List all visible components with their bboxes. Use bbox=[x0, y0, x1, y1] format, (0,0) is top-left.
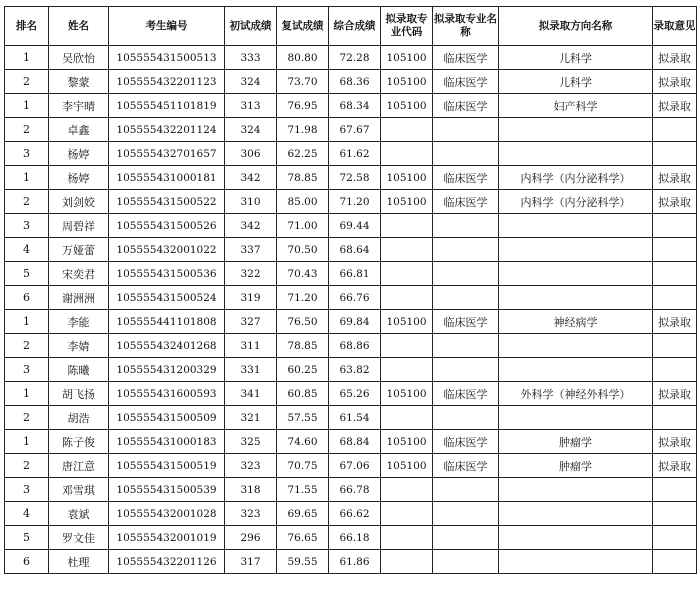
cell-total-score: 67.67 bbox=[329, 118, 381, 142]
cell-retest-score: 76.95 bbox=[277, 94, 329, 118]
cell-initial-score: 296 bbox=[225, 526, 277, 550]
cell-rank: 2 bbox=[5, 406, 49, 430]
table-row bbox=[5, 214, 697, 238]
cell-exam-id: 105555432201124 bbox=[109, 118, 225, 142]
cell-exam-id: 105555432201126 bbox=[109, 550, 225, 574]
cell-major-name: 临床医学 bbox=[433, 70, 499, 94]
cell-opinion bbox=[653, 406, 697, 430]
table-row bbox=[5, 334, 697, 358]
cell-rank: 3 bbox=[5, 478, 49, 502]
table-row bbox=[5, 478, 697, 502]
cell-opinion bbox=[653, 550, 697, 574]
cell-initial-score: 324 bbox=[225, 118, 277, 142]
cell-major-code bbox=[381, 502, 433, 526]
cell-name: 周碧祥 bbox=[49, 214, 109, 238]
cell-rank: 1 bbox=[5, 46, 49, 70]
cell-total-score: 69.84 bbox=[329, 310, 381, 334]
table-row bbox=[5, 70, 697, 94]
table-row bbox=[5, 262, 697, 286]
cell-retest-score: 70.75 bbox=[277, 454, 329, 478]
header-rank: 排名 bbox=[5, 7, 49, 46]
cell-retest-score: 78.85 bbox=[277, 166, 329, 190]
cell-initial-score: 311 bbox=[225, 334, 277, 358]
cell-rank: 6 bbox=[5, 286, 49, 310]
cell-exam-id: 105555431500524 bbox=[109, 286, 225, 310]
cell-total-score: 63.82 bbox=[329, 358, 381, 382]
cell-name: 胡浩 bbox=[49, 406, 109, 430]
cell-name: 唐江意 bbox=[49, 454, 109, 478]
cell-major-name bbox=[433, 550, 499, 574]
cell-total-score: 72.28 bbox=[329, 46, 381, 70]
cell-initial-score: 322 bbox=[225, 262, 277, 286]
cell-total-score: 61.62 bbox=[329, 142, 381, 166]
cell-rank: 2 bbox=[5, 70, 49, 94]
cell-direction bbox=[499, 478, 653, 502]
table-row bbox=[5, 142, 697, 166]
cell-opinion bbox=[653, 502, 697, 526]
table-row bbox=[5, 358, 697, 382]
table-row bbox=[5, 430, 697, 454]
cell-retest-score: 62.25 bbox=[277, 142, 329, 166]
cell-major-name: 临床医学 bbox=[433, 190, 499, 214]
cell-name: 杨婷 bbox=[49, 142, 109, 166]
cell-total-score: 61.54 bbox=[329, 406, 381, 430]
cell-major-code: 105100 bbox=[381, 94, 433, 118]
cell-total-score: 67.06 bbox=[329, 454, 381, 478]
cell-direction bbox=[499, 118, 653, 142]
cell-name: 陈子俊 bbox=[49, 430, 109, 454]
cell-exam-id: 105555451101819 bbox=[109, 94, 225, 118]
cell-exam-id: 105555432201123 bbox=[109, 70, 225, 94]
table-row bbox=[5, 454, 697, 478]
cell-total-score: 65.26 bbox=[329, 382, 381, 406]
cell-major-name bbox=[433, 406, 499, 430]
header-initial-score: 初试成绩 bbox=[225, 7, 277, 46]
cell-initial-score: 331 bbox=[225, 358, 277, 382]
cell-major-code bbox=[381, 406, 433, 430]
cell-retest-score: 70.43 bbox=[277, 262, 329, 286]
cell-major-name: 临床医学 bbox=[433, 166, 499, 190]
cell-name: 邓雪琪 bbox=[49, 478, 109, 502]
cell-initial-score: 337 bbox=[225, 238, 277, 262]
cell-direction bbox=[499, 526, 653, 550]
cell-initial-score: 310 bbox=[225, 190, 277, 214]
cell-retest-score: 59.55 bbox=[277, 550, 329, 574]
cell-rank: 2 bbox=[5, 190, 49, 214]
cell-retest-score: 69.65 bbox=[277, 502, 329, 526]
table-row bbox=[5, 406, 697, 430]
cell-direction: 肿瘤学 bbox=[499, 430, 653, 454]
cell-name: 杜理 bbox=[49, 550, 109, 574]
cell-direction bbox=[499, 358, 653, 382]
cell-direction: 神经病学 bbox=[499, 310, 653, 334]
cell-direction bbox=[499, 550, 653, 574]
cell-opinion: 拟录取 bbox=[653, 190, 697, 214]
cell-opinion: 拟录取 bbox=[653, 454, 697, 478]
cell-initial-score: 324 bbox=[225, 70, 277, 94]
cell-opinion bbox=[653, 526, 697, 550]
cell-total-score: 66.76 bbox=[329, 286, 381, 310]
table-header bbox=[5, 7, 697, 46]
cell-opinion: 拟录取 bbox=[653, 430, 697, 454]
table-row bbox=[5, 238, 697, 262]
cell-name: 陈曦 bbox=[49, 358, 109, 382]
cell-rank: 1 bbox=[5, 166, 49, 190]
cell-rank: 2 bbox=[5, 118, 49, 142]
cell-opinion bbox=[653, 478, 697, 502]
table-row bbox=[5, 550, 697, 574]
table-row bbox=[5, 94, 697, 118]
admission-results-table bbox=[4, 6, 697, 574]
cell-initial-score: 317 bbox=[225, 550, 277, 574]
cell-exam-id: 105555431600593 bbox=[109, 382, 225, 406]
cell-direction bbox=[499, 238, 653, 262]
cell-retest-score: 71.98 bbox=[277, 118, 329, 142]
cell-major-code: 105100 bbox=[381, 70, 433, 94]
cell-major-name: 临床医学 bbox=[433, 454, 499, 478]
cell-major-code: 105100 bbox=[381, 166, 433, 190]
cell-major-name: 临床医学 bbox=[433, 94, 499, 118]
cell-initial-score: 325 bbox=[225, 430, 277, 454]
cell-opinion bbox=[653, 142, 697, 166]
cell-opinion bbox=[653, 262, 697, 286]
cell-exam-id: 105555432001022 bbox=[109, 238, 225, 262]
cell-retest-score: 76.65 bbox=[277, 526, 329, 550]
cell-rank: 3 bbox=[5, 142, 49, 166]
cell-rank: 6 bbox=[5, 550, 49, 574]
cell-major-name bbox=[433, 142, 499, 166]
cell-direction bbox=[499, 502, 653, 526]
cell-initial-score: 306 bbox=[225, 142, 277, 166]
cell-rank: 1 bbox=[5, 94, 49, 118]
cell-exam-id: 105555431500519 bbox=[109, 454, 225, 478]
cell-total-score: 66.62 bbox=[329, 502, 381, 526]
cell-initial-score: 341 bbox=[225, 382, 277, 406]
cell-rank: 4 bbox=[5, 238, 49, 262]
header-total-score: 综合成绩 bbox=[329, 7, 381, 46]
cell-opinion bbox=[653, 214, 697, 238]
cell-retest-score: 60.85 bbox=[277, 382, 329, 406]
cell-initial-score: 313 bbox=[225, 94, 277, 118]
header-direction: 拟录取方向名称 bbox=[499, 7, 653, 46]
cell-total-score: 61.86 bbox=[329, 550, 381, 574]
cell-name: 宋奕君 bbox=[49, 262, 109, 286]
cell-opinion bbox=[653, 238, 697, 262]
cell-exam-id: 105555431200329 bbox=[109, 358, 225, 382]
cell-major-code bbox=[381, 142, 433, 166]
cell-major-code: 105100 bbox=[381, 382, 433, 406]
cell-exam-id: 105555431000181 bbox=[109, 166, 225, 190]
cell-total-score: 66.78 bbox=[329, 478, 381, 502]
cell-rank: 3 bbox=[5, 214, 49, 238]
cell-name: 杨婷 bbox=[49, 166, 109, 190]
cell-direction bbox=[499, 142, 653, 166]
cell-initial-score: 321 bbox=[225, 406, 277, 430]
cell-opinion: 拟录取 bbox=[653, 94, 697, 118]
cell-major-code: 105100 bbox=[381, 310, 433, 334]
cell-name: 胡飞扬 bbox=[49, 382, 109, 406]
cell-major-name bbox=[433, 286, 499, 310]
cell-major-code bbox=[381, 238, 433, 262]
cell-rank: 2 bbox=[5, 334, 49, 358]
cell-major-name bbox=[433, 118, 499, 142]
cell-retest-score: 71.00 bbox=[277, 214, 329, 238]
cell-exam-id: 105555431500526 bbox=[109, 214, 225, 238]
cell-name: 谢洲洲 bbox=[49, 286, 109, 310]
cell-major-code bbox=[381, 214, 433, 238]
cell-opinion: 拟录取 bbox=[653, 46, 697, 70]
cell-major-name bbox=[433, 502, 499, 526]
cell-total-score: 68.36 bbox=[329, 70, 381, 94]
cell-rank: 2 bbox=[5, 454, 49, 478]
header-major-code: 拟录取专业代码 bbox=[381, 7, 433, 46]
cell-retest-score: 70.50 bbox=[277, 238, 329, 262]
cell-retest-score: 76.50 bbox=[277, 310, 329, 334]
table-row bbox=[5, 190, 697, 214]
cell-initial-score: 323 bbox=[225, 454, 277, 478]
cell-total-score: 68.64 bbox=[329, 238, 381, 262]
cell-exam-id: 105555431500509 bbox=[109, 406, 225, 430]
cell-retest-score: 78.85 bbox=[277, 334, 329, 358]
cell-retest-score: 71.55 bbox=[277, 478, 329, 502]
cell-opinion bbox=[653, 118, 697, 142]
cell-exam-id: 105555431500539 bbox=[109, 478, 225, 502]
cell-exam-id: 105555432001028 bbox=[109, 502, 225, 526]
cell-rank: 4 bbox=[5, 502, 49, 526]
cell-direction bbox=[499, 334, 653, 358]
cell-total-score: 66.18 bbox=[329, 526, 381, 550]
cell-direction: 儿科学 bbox=[499, 70, 653, 94]
table-row bbox=[5, 502, 697, 526]
cell-exam-id: 105555431500513 bbox=[109, 46, 225, 70]
cell-name: 刘剑姣 bbox=[49, 190, 109, 214]
cell-exam-id: 105555432001019 bbox=[109, 526, 225, 550]
table-row bbox=[5, 286, 697, 310]
cell-opinion: 拟录取 bbox=[653, 70, 697, 94]
cell-rank: 1 bbox=[5, 310, 49, 334]
cell-major-name bbox=[433, 478, 499, 502]
cell-major-name bbox=[433, 238, 499, 262]
header-major-name: 拟录取专业名称 bbox=[433, 7, 499, 46]
cell-direction bbox=[499, 286, 653, 310]
cell-major-name: 临床医学 bbox=[433, 382, 499, 406]
cell-direction: 内科学（内分泌科学） bbox=[499, 190, 653, 214]
cell-direction: 妇产科学 bbox=[499, 94, 653, 118]
table-body bbox=[5, 46, 697, 574]
cell-initial-score: 323 bbox=[225, 502, 277, 526]
cell-total-score: 69.44 bbox=[329, 214, 381, 238]
cell-retest-score: 80.80 bbox=[277, 46, 329, 70]
cell-name: 罗文佳 bbox=[49, 526, 109, 550]
cell-opinion bbox=[653, 358, 697, 382]
cell-name: 黎蒙 bbox=[49, 70, 109, 94]
cell-major-code bbox=[381, 334, 433, 358]
cell-initial-score: 319 bbox=[225, 286, 277, 310]
cell-major-name: 临床医学 bbox=[433, 310, 499, 334]
cell-initial-score: 333 bbox=[225, 46, 277, 70]
cell-major-name bbox=[433, 526, 499, 550]
cell-name: 卓鑫 bbox=[49, 118, 109, 142]
cell-retest-score: 57.55 bbox=[277, 406, 329, 430]
cell-major-code bbox=[381, 478, 433, 502]
cell-name: 万娅蕾 bbox=[49, 238, 109, 262]
cell-exam-id: 105555441101808 bbox=[109, 310, 225, 334]
cell-major-code bbox=[381, 526, 433, 550]
cell-total-score: 71.20 bbox=[329, 190, 381, 214]
cell-initial-score: 342 bbox=[225, 166, 277, 190]
cell-major-name bbox=[433, 262, 499, 286]
cell-retest-score: 85.00 bbox=[277, 190, 329, 214]
cell-name: 李能 bbox=[49, 310, 109, 334]
cell-direction: 儿科学 bbox=[499, 46, 653, 70]
cell-rank: 3 bbox=[5, 358, 49, 382]
table-row bbox=[5, 310, 697, 334]
cell-direction: 外科学（神经外科学） bbox=[499, 382, 653, 406]
cell-exam-id: 105555431500522 bbox=[109, 190, 225, 214]
cell-total-score: 72.58 bbox=[329, 166, 381, 190]
header-opinion: 录取意见 bbox=[653, 7, 697, 46]
header-exam-id: 考生编号 bbox=[109, 7, 225, 46]
table-row bbox=[5, 166, 697, 190]
cell-opinion: 拟录取 bbox=[653, 310, 697, 334]
cell-retest-score: 74.60 bbox=[277, 430, 329, 454]
cell-total-score: 68.84 bbox=[329, 430, 381, 454]
cell-retest-score: 60.25 bbox=[277, 358, 329, 382]
cell-name: 李宇晴 bbox=[49, 94, 109, 118]
cell-major-name bbox=[433, 334, 499, 358]
cell-rank: 1 bbox=[5, 430, 49, 454]
cell-retest-score: 73.70 bbox=[277, 70, 329, 94]
cell-major-code: 105100 bbox=[381, 46, 433, 70]
cell-total-score: 68.34 bbox=[329, 94, 381, 118]
table-row bbox=[5, 118, 697, 142]
cell-major-code: 105100 bbox=[381, 430, 433, 454]
cell-major-code: 105100 bbox=[381, 190, 433, 214]
cell-name: 李婧 bbox=[49, 334, 109, 358]
cell-major-code bbox=[381, 118, 433, 142]
cell-retest-score: 71.20 bbox=[277, 286, 329, 310]
cell-major-code bbox=[381, 550, 433, 574]
cell-opinion: 拟录取 bbox=[653, 166, 697, 190]
cell-direction: 肿瘤学 bbox=[499, 454, 653, 478]
table-row bbox=[5, 526, 697, 550]
header-row bbox=[5, 7, 697, 46]
cell-rank: 5 bbox=[5, 262, 49, 286]
cell-major-name: 临床医学 bbox=[433, 46, 499, 70]
cell-rank: 5 bbox=[5, 526, 49, 550]
cell-opinion bbox=[653, 334, 697, 358]
cell-major-name: 临床医学 bbox=[433, 430, 499, 454]
cell-rank: 1 bbox=[5, 382, 49, 406]
cell-major-code bbox=[381, 286, 433, 310]
cell-major-code bbox=[381, 358, 433, 382]
table-row bbox=[5, 46, 697, 70]
cell-total-score: 66.81 bbox=[329, 262, 381, 286]
table-row bbox=[5, 382, 697, 406]
cell-name: 吴欣怡 bbox=[49, 46, 109, 70]
cell-initial-score: 327 bbox=[225, 310, 277, 334]
cell-initial-score: 342 bbox=[225, 214, 277, 238]
cell-direction bbox=[499, 214, 653, 238]
cell-major-name bbox=[433, 214, 499, 238]
cell-direction bbox=[499, 406, 653, 430]
cell-name: 袁斌 bbox=[49, 502, 109, 526]
cell-major-code bbox=[381, 262, 433, 286]
cell-exam-id: 105555432701657 bbox=[109, 142, 225, 166]
cell-initial-score: 318 bbox=[225, 478, 277, 502]
cell-exam-id: 105555431500536 bbox=[109, 262, 225, 286]
cell-opinion bbox=[653, 286, 697, 310]
cell-direction: 内科学（内分泌科学） bbox=[499, 166, 653, 190]
cell-direction bbox=[499, 262, 653, 286]
cell-opinion: 拟录取 bbox=[653, 382, 697, 406]
cell-exam-id: 105555431000183 bbox=[109, 430, 225, 454]
cell-exam-id: 105555432401268 bbox=[109, 334, 225, 358]
header-name: 姓名 bbox=[49, 7, 109, 46]
header-retest-score: 复试成绩 bbox=[277, 7, 329, 46]
cell-major-name bbox=[433, 358, 499, 382]
cell-major-code: 105100 bbox=[381, 454, 433, 478]
cell-total-score: 68.86 bbox=[329, 334, 381, 358]
